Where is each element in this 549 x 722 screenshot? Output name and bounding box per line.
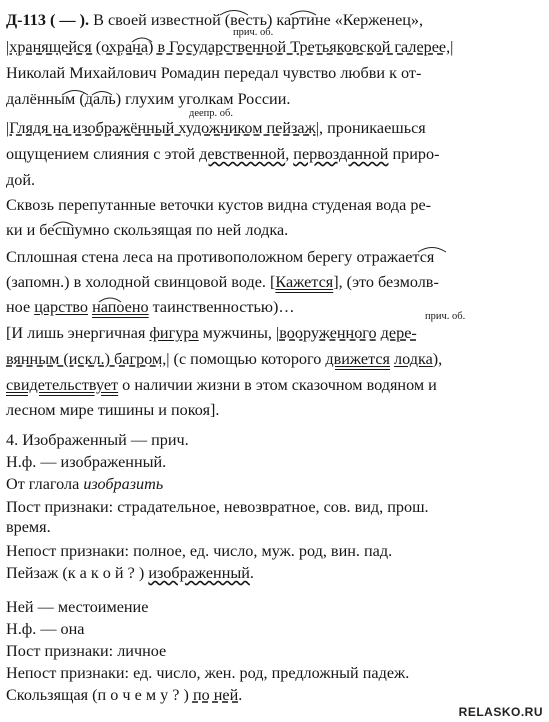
text-line-1 (6, 10, 423, 30)
text-line-4: далённым (даль) глухим уголкам России. (6, 90, 291, 108)
text-line-7: дой. (6, 171, 36, 189)
text-line-11 (6, 272, 439, 292)
participial-phrase-1: |хранящейся (охрана) в Государственной Третьяковской галерее,| (6, 38, 454, 56)
word-tsarstvo: царство (34, 298, 89, 316)
analysis-1-role (6, 563, 254, 583)
text-line-12 (6, 297, 295, 317)
superscript-deepr-ob: деепр. об. (189, 108, 233, 119)
exercise-code: Д-113 ( — ). (6, 11, 90, 29)
role-question-2: Скользящая (п о ч е м у ? ) (6, 686, 193, 704)
line-11-start: (запомн.) в холодной свинцовой воде. [ (6, 273, 276, 291)
analysis-2-role (6, 685, 242, 705)
analysis-1-nepost: Непост признаки: полное, ед. число, муж. род, вин. пад. (6, 542, 393, 560)
superscript-prich-ob-1: прич. об. (233, 27, 274, 38)
line-12-end: таинственностью)… (148, 298, 295, 316)
word-kazhetsya: Кажется (275, 273, 334, 291)
line-6-start: ощущением слияния с этой (6, 145, 200, 163)
line-1-text: В своей известной (весть) картине «Керженец», (89, 11, 424, 29)
analysis-1-post: Пост признаки: страдательное, невозвратное, сов. вид, прош. (6, 498, 429, 516)
word-napoeno: напоено (92, 298, 149, 316)
text-line-13 (6, 323, 417, 343)
text-line-2 (6, 37, 453, 57)
line-15-end: о наличии жизни в этом сказочном водяном и (118, 376, 437, 394)
word-svidetelstvuet: свидетельствует (6, 376, 119, 394)
text-line-6 (6, 144, 440, 164)
text-line-16: лесном мире тишины и покоя]. (6, 401, 220, 419)
watermark: RELASKO.RU (458, 705, 543, 719)
text-line-10: Сплошная стена леса на противоположном берегу отражается (6, 248, 435, 266)
role-dot-1: . (249, 564, 254, 582)
text-line-8: Сквозь перепутанные веточки кустов видна студеная вода ре- (6, 196, 432, 214)
analysis-1-nf: Н.ф. — изображенный. (6, 453, 167, 471)
line-6-comma: , (285, 145, 294, 163)
analysis-1-from (6, 474, 163, 494)
role-word-2: по ней (192, 686, 239, 704)
line-13-start: [И лишь энергичная (6, 324, 150, 342)
superscript-prich-ob-2: прич. об. (425, 311, 466, 322)
text-line-3: Николай Михайлович Ромадин передал чувство любви к от- (6, 64, 422, 82)
word-figura: фигура (149, 324, 199, 342)
text-line-15 (6, 375, 437, 395)
role-word-1: изображенный (148, 564, 250, 582)
line-14-end: ), (432, 350, 443, 368)
analysis-2-title: Ней — местоимение (6, 598, 149, 616)
word-dvizhetsya: движется (325, 350, 390, 368)
participial-phrase-2a: вооруженного дере- (279, 324, 417, 342)
text-line-14 (6, 349, 442, 369)
analysis-2-post: Пост признаки: личное (6, 642, 167, 660)
line-6-end: приро- (388, 145, 440, 163)
verb-izobrazit: изобразить (83, 475, 164, 493)
line-11-end: ], (это безмолв- (333, 273, 439, 291)
line-14-mid: | (с помощью которого (166, 350, 326, 368)
word-pervozdannoy: первозданной (293, 145, 389, 163)
from-verb-label: От глагола (6, 475, 84, 493)
role-dot-2: . (238, 686, 243, 704)
analysis-1-title: 4. Изображенный — прич. (6, 431, 189, 449)
analysis-1-post-cont: время. (6, 518, 51, 536)
role-question-1: Пейзаж (к а к о й ? ) (6, 564, 149, 582)
line-13-mid: мужчины, | (198, 324, 280, 342)
analysis-2-nf: Н.ф. — она (6, 620, 85, 638)
analysis-2-nepost: Непост признаки: ед. число, жен. род, предложный падеж. (6, 664, 410, 682)
line-12-start: ное (6, 298, 35, 316)
adverbial-phrase: |Глядя на изображённый художником пейзаж| (6, 119, 319, 137)
participial-phrase-2b: вянным (искл.) багром, (6, 350, 167, 368)
text-line-5 (6, 118, 426, 138)
text-line-9: ки и бесшумно скользящая по ней лодка. (6, 221, 289, 239)
line-5-rest: , проникаешься (319, 119, 426, 137)
word-lodka: лодка (394, 350, 433, 368)
word-devstvennoy: девственной (199, 145, 286, 163)
